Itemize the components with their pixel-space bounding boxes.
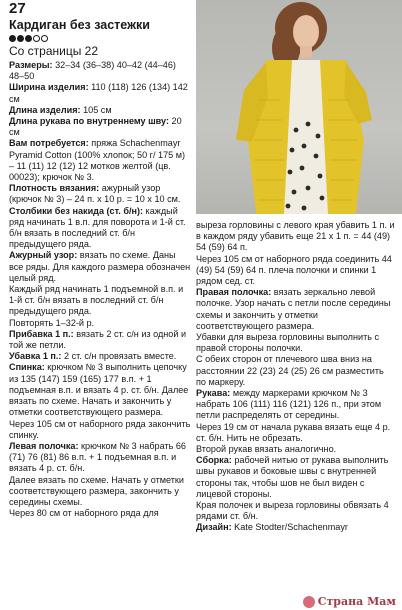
instruction-paragraph xyxy=(196,254,396,288)
instruction-label: Рукава: xyxy=(196,388,231,399)
instruction-paragraph xyxy=(196,522,396,533)
instruction-text: пряжа Schachenmayr Pyramid Cotton (100% хлопок; 50 г/ 175 м) – 11 (11) 12 (12) 12 мотков желтой (цв. 00023); крючок № 3. xyxy=(9,138,186,183)
instruction-text: рабочей нитью от рукава выполнить швы рукавов и боковые швы с внутренней стороны так, чтобы шов не был виден с лицевой стороны. xyxy=(196,455,389,499)
instruction-label: Левая полочка: xyxy=(9,440,79,451)
instruction-text: между маркерами крючком № 3 набрать 106 (111) 116 (121) 126 п., при этом петли распределять от середины. xyxy=(196,388,382,421)
instruction-paragraph xyxy=(196,455,396,500)
instruction-paragraph xyxy=(196,388,396,422)
instruction-paragraph xyxy=(9,362,192,418)
instruction-paragraph xyxy=(9,60,192,82)
instruction-label: Дизайн: xyxy=(196,522,232,533)
instruction-paragraph xyxy=(9,183,192,205)
instruction-paragraph xyxy=(9,508,192,519)
instruction-text: Через 80 см от наборного ряда для xyxy=(9,508,159,519)
instruction-text: С обеих сторон от плечевого шва вниз на расстоянии 22 (23) 24 (25) 26 см разместить по маркеру. xyxy=(196,354,384,387)
difficulty-dot-empty xyxy=(41,35,48,42)
watermark-text: Страна Мам xyxy=(317,595,396,608)
difficulty-dot-empty xyxy=(33,35,40,42)
instruction-text: Через 105 см от наборного ряда соединить 44 (49) 54 (59) 64 п. плеча полочки и спинки 1 рядом сед. ст. xyxy=(196,253,392,287)
instruction-text: вязать зеркально левой полочке. Узор начать с петли после середины схемы и закончить у отметки соответствующего размера. xyxy=(196,287,391,331)
instruction-text: вязать по схеме. Даны все ряды. Для каждого размера обозначен целый ряд. xyxy=(9,250,191,283)
instruction-paragraph xyxy=(9,116,192,138)
instruction-label: Спинка: xyxy=(9,362,45,373)
watermark-logo-icon xyxy=(303,596,315,608)
instruction-text: Убавки для выреза горловины выполнить с правой стороны полочки. xyxy=(196,332,380,354)
instruction-paragraph xyxy=(196,354,396,388)
instruction-paragraph xyxy=(9,351,192,362)
instruction-text: 20 см xyxy=(9,116,182,138)
difficulty-dot-filled xyxy=(9,35,16,42)
instruction-text: каждый ряд начинать 1 в.п. для поворота и 1-й ст. б/н вязать в последний ст. б/н предыдущего ряда. xyxy=(9,205,186,250)
instruction-text: Второй рукав вязать аналогично. xyxy=(196,444,337,455)
instruction-text: Kate Stodter/Schachenmayr xyxy=(231,522,348,533)
instruction-label: Вам потребуется: xyxy=(9,138,89,149)
instruction-text: Повторять 1–32-й р. xyxy=(9,317,95,328)
instruction-paragraph xyxy=(196,422,396,444)
instructions-column-left xyxy=(9,60,192,519)
instruction-paragraph xyxy=(196,332,396,354)
instruction-text: Далее вязать по схеме. Начать у отметки соответствующего размера, закончить у середины схемы. xyxy=(9,474,184,507)
instruction-label: Ажурный узор: xyxy=(9,250,78,261)
instruction-label: Правая полочка: xyxy=(196,287,272,298)
watermark xyxy=(303,595,396,608)
instruction-paragraph xyxy=(196,220,396,254)
instruction-label: Размеры: xyxy=(9,60,53,70)
difficulty-dot-filled xyxy=(17,35,24,42)
instruction-label: Сборка: xyxy=(196,455,232,466)
instructions-column-right xyxy=(196,220,396,534)
model-illustration xyxy=(196,0,402,214)
instruction-text: Каждый ряд начинать 1 подъемной в.п. и 1-й ст. б/н вязать в последний ст. б/н предыдущего ряда. xyxy=(9,284,184,317)
instruction-paragraph xyxy=(196,500,396,522)
source-page: Со страницы 22 xyxy=(9,44,99,58)
instruction-paragraph xyxy=(9,284,192,318)
instruction-paragraph xyxy=(9,329,192,351)
instruction-text: вязать 2 ст. с/н из одной и той же петли. xyxy=(9,328,187,351)
instruction-label: Убавка 1 п.: xyxy=(9,351,62,362)
instruction-paragraph xyxy=(9,318,192,329)
instruction-paragraph xyxy=(9,82,192,104)
instruction-text: 110 (118) 126 (134) 142 см xyxy=(9,82,188,104)
instruction-paragraph xyxy=(9,138,192,183)
instruction-text: выреза горловины с левого края убавить 1 п. и в каждом ряду убавить еще 21 х 1 п. = 44 (49) 54 (59) 64 п. xyxy=(196,220,395,253)
instruction-text: Через 19 см от начала рукава вязать еще 4 р. ст. б/н. Нить не обрезать. xyxy=(196,421,391,443)
instruction-text: ажурный узор (крючок № 3) – 24 п. х 10 р. = 10 х 10 см. xyxy=(9,183,181,205)
pattern-title: Кардиган без застежки xyxy=(9,18,150,32)
instruction-paragraph xyxy=(9,105,192,116)
instruction-text: крючком № 3 набрать 66 (71) 76 (81) 86 в.п. + 1 подъемная в.п. и вязать 4 р. ст. б/н. xyxy=(9,440,186,474)
instruction-label: Столбики без накида (ст. б/н): xyxy=(9,205,144,216)
instruction-paragraph xyxy=(196,287,396,332)
instruction-paragraph xyxy=(9,441,192,475)
instruction-paragraph xyxy=(9,475,192,509)
instruction-label: Длина изделия: xyxy=(9,104,81,115)
instruction-text: крючком № 3 выполнить цепочку из 135 (147) 159 (165) 177 в.п. + 1 подъемная в.п. и вязать 4 р. ст. б/н. Далее вязать по схеме. Начать и закончить у отметки соответствующего размера. xyxy=(9,362,189,418)
instruction-label: Длина рукава по внутреннему шву: xyxy=(9,116,169,127)
instruction-paragraph xyxy=(9,419,192,441)
instruction-label: Ширина изделия: xyxy=(9,82,89,93)
instruction-text: Через 105 см от наборного ряда закончить спинку. xyxy=(9,418,191,440)
instruction-text: Края полочек и выреза горловины обвязать 4 рядами ст. б/н. xyxy=(196,500,389,522)
instruction-text: 105 см xyxy=(80,104,112,115)
pattern-number: 27 xyxy=(9,0,26,17)
instruction-paragraph xyxy=(196,444,396,455)
instruction-text: 32–34 (36–38) 40–42 (44–46) 48–50 xyxy=(9,60,176,82)
difficulty-dot-filled xyxy=(25,35,32,42)
instruction-paragraph xyxy=(9,250,192,284)
instruction-label: Плотность вязания: xyxy=(9,183,100,194)
model-photo xyxy=(196,0,402,214)
instruction-label: Прибавка 1 п.: xyxy=(9,328,74,339)
instruction-text: 2 ст. с/н провязать вместе. xyxy=(61,351,177,362)
instruction-paragraph xyxy=(9,206,192,251)
